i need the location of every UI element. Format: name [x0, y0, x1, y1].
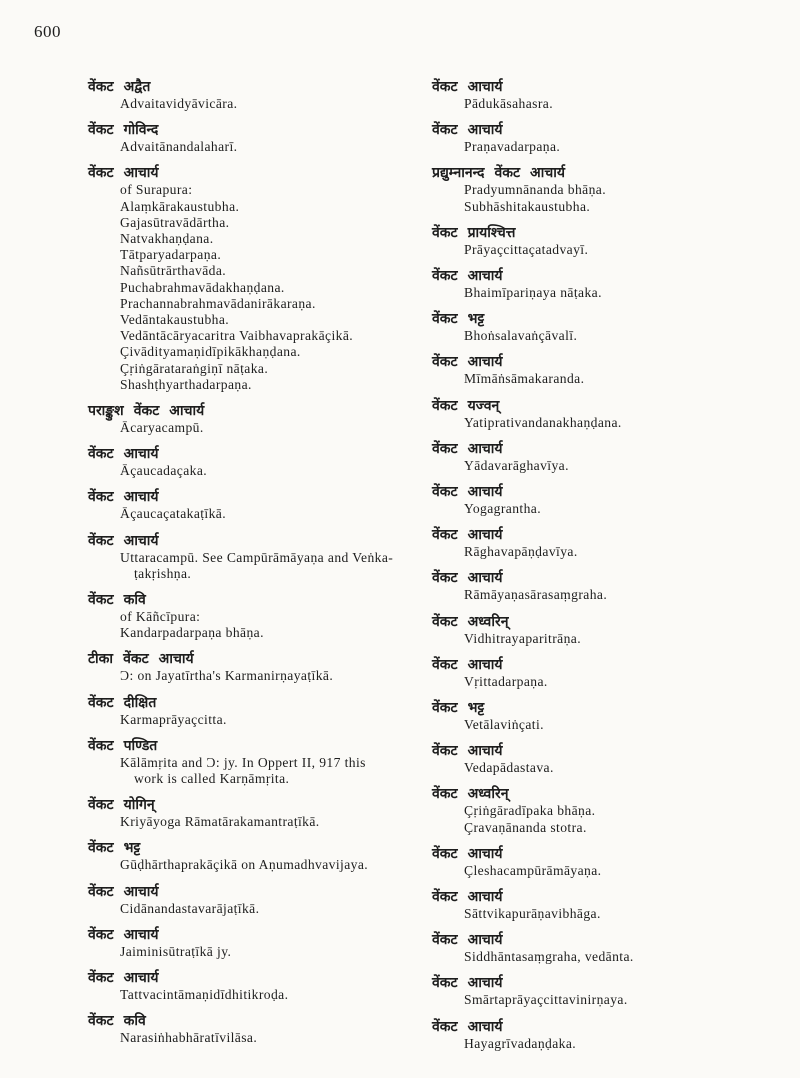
entry-lines	[88, 463, 428, 479]
title-line: Yādavarāghavīya.	[464, 457, 569, 473]
devanagari-word: वेंकट	[432, 613, 458, 630]
devanagari-heading	[432, 656, 777, 674]
devanagari-heading	[432, 613, 777, 631]
entry-lines	[88, 139, 428, 155]
title-line: Alaṃkārakaustubha.	[120, 198, 240, 214]
devanagari-word: वेंकट	[432, 79, 458, 95]
entry-lines	[432, 458, 777, 474]
devanagari-heading	[88, 926, 428, 944]
devanagari-word: आचार्य	[123, 446, 159, 463]
title-line: Advaitavidyāvicāra.	[120, 96, 238, 111]
devanagari-heading	[88, 445, 428, 463]
devanagari-heading	[432, 164, 777, 182]
title-line: Prāyaçcittaçatadvayī.	[464, 241, 589, 257]
devanagari-word: वेंकट	[432, 743, 458, 760]
catalog-entry	[432, 164, 777, 214]
devanagari-word: आचार्य	[467, 889, 503, 906]
devanagari-word: वेंकट	[432, 570, 458, 587]
devanagari-word: वेंकट	[432, 268, 458, 285]
entry-lines	[88, 1030, 428, 1046]
devanagari-heading	[88, 488, 428, 506]
devanagari-word: आचार्य	[467, 656, 503, 673]
devanagari-word: भट्ट	[123, 840, 141, 857]
devanagari-word: टीका	[88, 651, 114, 668]
devanagari-word: आचार्य	[123, 489, 159, 506]
devanagari-heading	[88, 650, 428, 668]
devanagari-word: प्रायश्चित्त	[467, 224, 516, 241]
title-line: Ɔ: on Jayatīrtha's Karmanirṇayaṭīkā.	[120, 668, 334, 684]
devanagari-heading	[432, 267, 777, 285]
devanagari-heading	[432, 78, 777, 96]
title-line: Uttaracampū. See Campūrāmāyaṇa and Veṅka-	[120, 549, 394, 565]
catalog-entry	[432, 353, 777, 387]
title-line: of Surapura:	[120, 182, 193, 198]
entry-lines	[88, 420, 428, 436]
entry-lines	[88, 755, 428, 787]
entry-lines	[432, 587, 777, 603]
entry-lines	[432, 1036, 777, 1052]
devanagari-word: आचार्य	[123, 970, 159, 987]
title-line: Smārtaprāyaçcittavinirṇaya.	[464, 992, 628, 1008]
devanagari-word: आचार्य	[123, 532, 159, 549]
title-line: Puchabrahmavādakhaṇḍana.	[120, 279, 285, 295]
devanagari-heading	[432, 845, 777, 863]
title-line: Subhāshitakaustubha.	[464, 198, 591, 214]
devanagari-word: वेंकट	[432, 889, 458, 906]
title-line: Āçaucadaçaka.	[120, 463, 208, 479]
catalog-entry	[432, 974, 777, 1008]
title-line: Rāmāyaṇasārasaṃgraha.	[464, 587, 608, 603]
title-line: Vedapādastava.	[464, 760, 554, 776]
title-line: work is called Karṇāmṛita.	[134, 771, 290, 787]
devanagari-word: गोविन्द	[123, 122, 159, 139]
catalog-entry	[432, 1018, 777, 1052]
devanagari-heading	[88, 883, 428, 901]
devanagari-heading	[88, 694, 428, 712]
devanagari-word: आचार्य	[158, 651, 194, 668]
devanagari-word: वेंकट	[432, 932, 458, 949]
devanagari-word: आचार्य	[169, 403, 205, 420]
devanagari-word: वेंकट	[432, 484, 458, 501]
devanagari-word: वेंकट	[432, 527, 458, 544]
entry-lines	[88, 668, 428, 684]
entry-lines	[432, 242, 777, 258]
devanagari-heading	[432, 699, 777, 717]
catalog-entry	[432, 267, 777, 301]
devanagari-word: अद्वैत	[123, 79, 151, 95]
catalog-entry	[432, 78, 777, 112]
title-line: Rāghavapāṇḍavīya.	[464, 544, 578, 560]
title-line: Praṇavadarpaṇa.	[464, 139, 561, 155]
devanagari-word: वेंकट	[432, 440, 458, 457]
title-line: Bhaimīpariṇaya nāṭaka.	[464, 285, 602, 301]
devanagari-word: आचार्य	[467, 570, 503, 587]
entry-lines	[88, 901, 428, 917]
devanagari-heading	[88, 839, 428, 857]
devanagari-word: वेंकट	[494, 165, 521, 182]
devanagari-heading	[88, 737, 428, 755]
entry-lines	[432, 371, 777, 387]
title-line: Pradyumnānanda bhāṇa.	[464, 182, 607, 198]
devanagari-heading	[432, 483, 777, 501]
devanagari-heading	[88, 121, 428, 139]
catalog-entry	[88, 969, 428, 1003]
devanagari-word: वेंकट	[88, 694, 114, 711]
devanagari-word: वेंकट	[88, 79, 114, 95]
devanagari-word: वेंकट	[432, 845, 458, 862]
entry-lines	[432, 760, 777, 776]
title-line: Pādukāsahasra.	[464, 96, 554, 111]
catalog-entry	[88, 694, 428, 728]
title-line: Yogagrantha.	[464, 501, 542, 517]
devanagari-word: वेंकट	[88, 840, 114, 857]
catalog-entry	[88, 488, 428, 522]
title-line: Kandarpadarpaṇa bhāṇa.	[120, 625, 264, 641]
catalog-entry	[88, 164, 428, 393]
title-line: Shashṭhyarthadarpaṇa.	[120, 376, 252, 392]
entry-lines	[88, 609, 428, 641]
devanagari-heading	[432, 353, 777, 371]
title-line: Prachannabrahmavādanirākaraṇa.	[120, 295, 316, 311]
page-number: 600	[34, 22, 61, 41]
devanagari-word: प्रद्युम्नानन्द	[432, 165, 485, 182]
entry-lines	[432, 674, 777, 690]
catalog-entry	[88, 883, 428, 917]
title-line: Vetālaviṅçati.	[464, 717, 544, 733]
catalog-entry	[432, 121, 777, 155]
title-line: Kālāmṛita and Ɔ: jy. In Oppert II, 917 this	[120, 754, 366, 770]
devanagari-word: वेंकट	[432, 354, 458, 371]
catalog-entry	[88, 839, 428, 873]
title-line: Yatiprativandanakhaṇḍana.	[464, 414, 622, 430]
devanagari-heading	[88, 796, 428, 814]
catalog-entry	[432, 742, 777, 776]
devanagari-word: दीक्षित	[123, 694, 157, 711]
devanagari-word: वेंकट	[432, 397, 458, 414]
devanagari-heading	[432, 224, 777, 242]
title-line: Tattvacintāmaṇidīdhitikroḍa.	[120, 987, 289, 1003]
entry-lines	[432, 992, 777, 1008]
devanagari-word: वेंकट	[88, 532, 114, 549]
devanagari-word: पराङ्कुश	[88, 403, 124, 420]
title-line: Tātparyadarpaṇa.	[120, 247, 222, 263]
title-line: Çivādityamaṇidīpikākhaṇḍana.	[120, 344, 301, 360]
devanagari-word: भट्ट	[467, 311, 485, 328]
entry-lines	[432, 285, 777, 301]
devanagari-heading	[88, 591, 428, 609]
entry-lines	[432, 803, 777, 835]
devanagari-word: आचार्य	[467, 122, 503, 139]
devanagari-word: आचार्य	[467, 79, 503, 95]
devanagari-word: वेंकट	[88, 926, 114, 943]
entry-lines	[432, 863, 777, 879]
title-line: Sāttvikapurāṇavibhāga.	[464, 906, 601, 922]
devanagari-word: आचार्य	[467, 354, 503, 371]
title-line: Çleshacampūrāmāyaṇa.	[464, 862, 602, 878]
catalog-entry	[432, 931, 777, 965]
devanagari-heading	[432, 742, 777, 760]
entry-lines	[432, 139, 777, 155]
entry-lines	[432, 328, 777, 344]
title-line: Jaiminisūtraṭīkā jy.	[120, 943, 232, 959]
title-line: Hayagrīvadaṇḍaka.	[464, 1035, 577, 1051]
left-column	[88, 78, 428, 1056]
entry-lines	[88, 814, 428, 830]
entry-lines	[88, 987, 428, 1003]
devanagari-word: कवि	[123, 1013, 146, 1030]
catalog-entry	[432, 699, 777, 733]
devanagari-word: आचार्य	[467, 527, 503, 544]
devanagari-word: आचार्य	[467, 440, 503, 457]
devanagari-word: भट्ट	[467, 700, 485, 717]
devanagari-heading	[432, 121, 777, 139]
catalog-entry	[88, 78, 428, 112]
devanagari-word: आचार्य	[467, 845, 503, 862]
devanagari-word: वेंकट	[123, 651, 149, 668]
devanagari-heading	[432, 397, 777, 415]
catalog-entry	[432, 785, 777, 835]
devanagari-word: आचार्य	[123, 883, 159, 900]
title-line: Gūḍhārthaprakāçikā on Aṇumadhvavijaya.	[120, 857, 369, 873]
entry-lines	[88, 944, 428, 960]
devanagari-word: वेंकट	[88, 883, 114, 900]
devanagari-word: आचार्य	[467, 268, 503, 285]
devanagari-word: पण्डित	[123, 737, 158, 754]
title-line: Kriyāyoga Rāmatārakamantraṭīkā.	[120, 814, 320, 830]
entry-lines	[88, 96, 428, 112]
devanagari-word: वेंकट	[432, 656, 458, 673]
devanagari-word: आचार्य	[467, 932, 503, 949]
title-line: Çṛiṅgāradīpaka bhāṇa.	[464, 803, 596, 819]
catalog-entry	[432, 310, 777, 344]
devanagari-word: वेंकट	[88, 797, 114, 814]
devanagari-heading	[88, 402, 428, 420]
title-line: ṭakṛishṇa.	[134, 565, 192, 581]
entry-lines	[432, 544, 777, 560]
entry-lines	[88, 712, 428, 728]
entry-lines	[432, 906, 777, 922]
title-line: Siddhāntasaṃgraha, vedānta.	[464, 949, 634, 965]
devanagari-word: वेंकट	[133, 403, 160, 420]
title-line: Natvakhaṇḍana.	[120, 231, 214, 247]
devanagari-heading	[432, 440, 777, 458]
title-line: Āçaucaçatakaṭīkā.	[120, 506, 227, 522]
entry-lines	[88, 550, 428, 582]
entry-lines	[432, 631, 777, 647]
catalog-entry	[432, 656, 777, 690]
devanagari-heading	[88, 532, 428, 550]
devanagari-word: वेंकट	[88, 737, 114, 754]
entry-lines	[432, 949, 777, 965]
entry-lines	[432, 182, 777, 214]
title-line: Çravaṇānanda stotra.	[464, 819, 587, 835]
title-line: Ācaryacampū.	[120, 420, 204, 436]
title-line: Cidānandastavarājaṭīkā.	[120, 900, 260, 916]
devanagari-heading	[88, 164, 428, 182]
devanagari-word: वेंकट	[88, 122, 114, 139]
devanagari-heading	[88, 78, 428, 96]
catalog-entry	[88, 650, 428, 684]
catalog-entry	[88, 737, 428, 787]
devanagari-word: अध्वरिन्	[467, 613, 509, 630]
devanagari-heading	[432, 888, 777, 906]
devanagari-word: आचार्य	[530, 165, 565, 182]
devanagari-word: वेंकट	[88, 489, 114, 506]
devanagari-heading	[432, 785, 777, 803]
entry-lines	[432, 717, 777, 733]
entry-lines	[88, 182, 428, 393]
entry-lines	[432, 501, 777, 517]
devanagari-word: वेंकट	[432, 224, 458, 241]
devanagari-heading	[432, 569, 777, 587]
devanagari-heading	[432, 931, 777, 949]
devanagari-word: वेंकट	[432, 1018, 458, 1035]
catalog-entry	[432, 845, 777, 879]
entry-lines	[432, 96, 777, 112]
catalog-entry	[432, 613, 777, 647]
title-line: Bhoṅsalavaṅçāvalī.	[464, 328, 578, 344]
devanagari-word: वेंकट	[432, 700, 458, 717]
devanagari-heading	[432, 526, 777, 544]
devanagari-word: कवि	[123, 592, 146, 609]
devanagari-heading	[88, 1012, 428, 1030]
devanagari-word: वेंकट	[432, 311, 458, 328]
devanagari-word: योगिन्	[123, 797, 155, 814]
title-line: Karmaprāyaçcitta.	[120, 711, 227, 727]
catalog-entry	[88, 402, 428, 436]
catalog-entry	[88, 926, 428, 960]
catalog-entry	[88, 1012, 428, 1046]
devanagari-word: वेंकट	[88, 165, 114, 182]
entry-lines	[88, 506, 428, 522]
title-line: Mīmāṅsāmakaranda.	[464, 371, 585, 387]
devanagari-word: यज्वन्	[467, 397, 500, 414]
catalog-entry	[432, 440, 777, 474]
devanagari-word: वेंकट	[432, 975, 458, 992]
devanagari-word: आचार्य	[467, 1018, 503, 1035]
catalog-entry	[88, 445, 428, 479]
devanagari-word: आचार्य	[123, 165, 159, 182]
devanagari-heading	[432, 974, 777, 992]
devanagari-heading	[88, 969, 428, 987]
entry-lines	[432, 415, 777, 431]
title-line: Vṛittadarpaṇa.	[464, 673, 548, 689]
title-line: Advaitānandalaharī.	[120, 139, 238, 155]
title-line: Narasiṅhabhāratīvilāsa.	[120, 1030, 258, 1046]
right-column	[432, 78, 777, 1061]
title-line: Vedāntācāryacaritra Vaibhavaprakāçikā.	[120, 328, 354, 344]
devanagari-word: आचार्य	[467, 484, 503, 501]
devanagari-word: आचार्य	[467, 743, 503, 760]
devanagari-word: वेंकट	[432, 786, 458, 803]
devanagari-word: वेंकट	[88, 592, 114, 609]
devanagari-word: आचार्य	[467, 975, 503, 992]
title-line: Vedāntakaustubha.	[120, 312, 230, 328]
devanagari-heading	[432, 310, 777, 328]
title-line: Gajasūtravādārtha.	[120, 214, 230, 230]
devanagari-word: आचार्य	[123, 926, 159, 943]
devanagari-word: वेंकट	[88, 1013, 114, 1030]
title-line: Çṛiṅgārataraṅgiṇī nāṭaka.	[120, 360, 269, 376]
title-line: Vidhitrayaparitrāṇa.	[464, 630, 582, 646]
catalog-entry	[88, 532, 428, 582]
catalog-entry	[432, 569, 777, 603]
catalog-entry	[432, 224, 777, 258]
devanagari-word: वेंकट	[88, 446, 114, 463]
catalog-entry	[88, 796, 428, 830]
catalog-entry	[432, 526, 777, 560]
catalog-entry	[432, 888, 777, 922]
entry-lines	[88, 857, 428, 873]
title-line: of Kāñcīpura:	[120, 609, 201, 625]
devanagari-heading	[432, 1018, 777, 1036]
devanagari-word: अध्वरिन्	[467, 786, 509, 803]
title-line: Nañsūtrārthavāda.	[120, 263, 227, 279]
devanagari-word: वेंकट	[88, 970, 114, 987]
devanagari-word: वेंकट	[432, 122, 458, 139]
catalog-entry	[88, 121, 428, 155]
catalog-entry	[432, 483, 777, 517]
catalog-entry	[432, 397, 777, 431]
catalog-entry	[88, 591, 428, 641]
